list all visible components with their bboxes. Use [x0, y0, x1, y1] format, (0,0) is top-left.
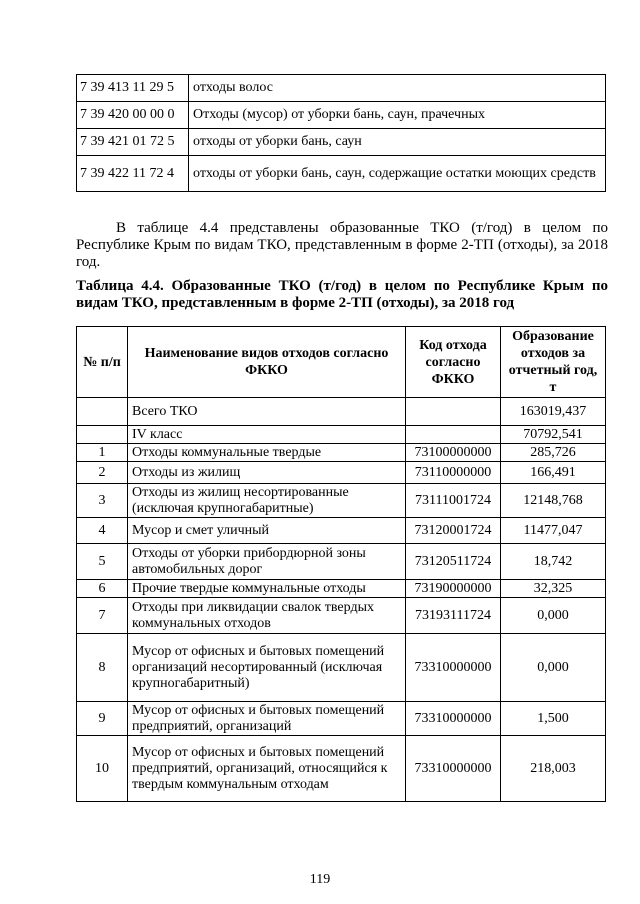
table-row [77, 702, 606, 736]
table-row [77, 462, 606, 484]
fkko-code: 73310000000 [406, 736, 501, 802]
table-row [77, 156, 606, 192]
waste-name: Прочие твердые коммунальные отходы [128, 580, 406, 598]
waste-amount: 166,491 [501, 462, 606, 484]
table-row [77, 75, 606, 102]
waste-code: 7 39 421 01 72 5 [77, 129, 189, 156]
page-number: 119 [309, 872, 331, 887]
header-num: № п/п [77, 327, 128, 398]
table-row [77, 544, 606, 580]
waste-name: Отходы из жилищ несортированные (исключая крупногабаритные) [128, 484, 406, 518]
header-code: Код отхода согласно ФККО [406, 327, 501, 398]
fkko-code: 73120001724 [406, 518, 501, 544]
row-number: 3 [77, 484, 128, 518]
waste-code: 7 39 420 00 00 0 [77, 102, 189, 129]
fkko-code: 73110000000 [406, 462, 501, 484]
waste-code-table [76, 74, 606, 192]
waste-code: 7 39 422 11 72 4 [77, 156, 189, 192]
waste-amount: 0,000 [501, 634, 606, 702]
waste-name: Мусор от офисных и бытовых помещений организаций несортированный (исключая крупногабаритный) [128, 634, 406, 702]
waste-code: 7 39 413 11 29 5 [77, 75, 189, 102]
waste-name: Отходы из жилищ [128, 462, 406, 484]
waste-amount: 218,003 [501, 736, 606, 802]
waste-amount: 285,726 [501, 444, 606, 462]
fkko-code: 73193111724 [406, 598, 501, 634]
row-number: 5 [77, 544, 128, 580]
waste-description: отходы от уборки бань, саун [189, 129, 606, 156]
waste-name: Мусор и смет уличный [128, 518, 406, 544]
table-row [77, 634, 606, 702]
waste-name: Отходы при ликвидации свалок твердых коммунальных отходов [128, 598, 406, 634]
fkko-code: 73100000000 [406, 444, 501, 462]
waste-amount: 32,325 [501, 580, 606, 598]
row-number: 1 [77, 444, 128, 462]
row-number: 8 [77, 634, 128, 702]
fkko-code: 73190000000 [406, 580, 501, 598]
waste-amount: 18,742 [501, 544, 606, 580]
header-row [77, 327, 606, 398]
waste-description: отходы волос [189, 75, 606, 102]
waste-amount: 12148,768 [501, 484, 606, 518]
waste-description: Отходы (мусор) от уборки бань, саун, прачечных [189, 102, 606, 129]
row-number: 2 [77, 462, 128, 484]
table-row [77, 736, 606, 802]
table-row [77, 426, 606, 444]
fkko-code: 73310000000 [406, 702, 501, 736]
waste-name: Мусор от офисных и бытовых помещений предприятий, организаций, относящийся к твердым коммунальным отходам [128, 736, 406, 802]
waste-amount: 163019,437 [501, 398, 606, 426]
fkko-code [406, 426, 501, 444]
waste-amount: 0,000 [501, 598, 606, 634]
table-row [77, 598, 606, 634]
row-number: 7 [77, 598, 128, 634]
intro-paragraph: В таблице 4.4 представлены образованные ТКО (т/год) в целом по Республике Крым по видам ТКО, представленным в форме 2-ТП (отходы), за 2018 год. [76, 220, 608, 270]
waste-name: Мусор от офисных и бытовых помещений предприятий, организаций [128, 702, 406, 736]
waste-name: Отходы от уборки прибордюрной зоны автомобильных дорог [128, 544, 406, 580]
row-number: 9 [77, 702, 128, 736]
tko-table [76, 326, 606, 802]
header-value: Образование отходов за отчетный год, т [501, 327, 606, 398]
waste-description: отходы от уборки бань, саун, содержащие остатки моющих средств [189, 156, 606, 192]
waste-name: Всего ТКО [128, 398, 406, 426]
fkko-code: 73111001724 [406, 484, 501, 518]
waste-amount: 1,500 [501, 702, 606, 736]
table-row [77, 518, 606, 544]
waste-name: Отходы коммунальные твердые [128, 444, 406, 462]
fkko-code [406, 398, 501, 426]
fkko-code: 73310000000 [406, 634, 501, 702]
row-number: 10 [77, 736, 128, 802]
waste-name: IV класс [128, 426, 406, 444]
waste-amount: 70792,541 [501, 426, 606, 444]
fkko-code: 73120511724 [406, 544, 501, 580]
header-name: Наименование видов отходов согласно ФККО [128, 327, 406, 398]
row-number [77, 426, 128, 444]
waste-amount: 11477,047 [501, 518, 606, 544]
table-row [77, 102, 606, 129]
table-row [77, 398, 606, 426]
table-row [77, 444, 606, 462]
table-row [77, 580, 606, 598]
table-row [77, 129, 606, 156]
table-row [77, 484, 606, 518]
row-number [77, 398, 128, 426]
row-number: 6 [77, 580, 128, 598]
table-caption: Таблица 4.4. Образованные ТКО (т/год) в целом по Республике Крым по видам ТКО, представленным в форме 2-ТП (отходы), за 2018 год [76, 278, 608, 311]
row-number: 4 [77, 518, 128, 544]
